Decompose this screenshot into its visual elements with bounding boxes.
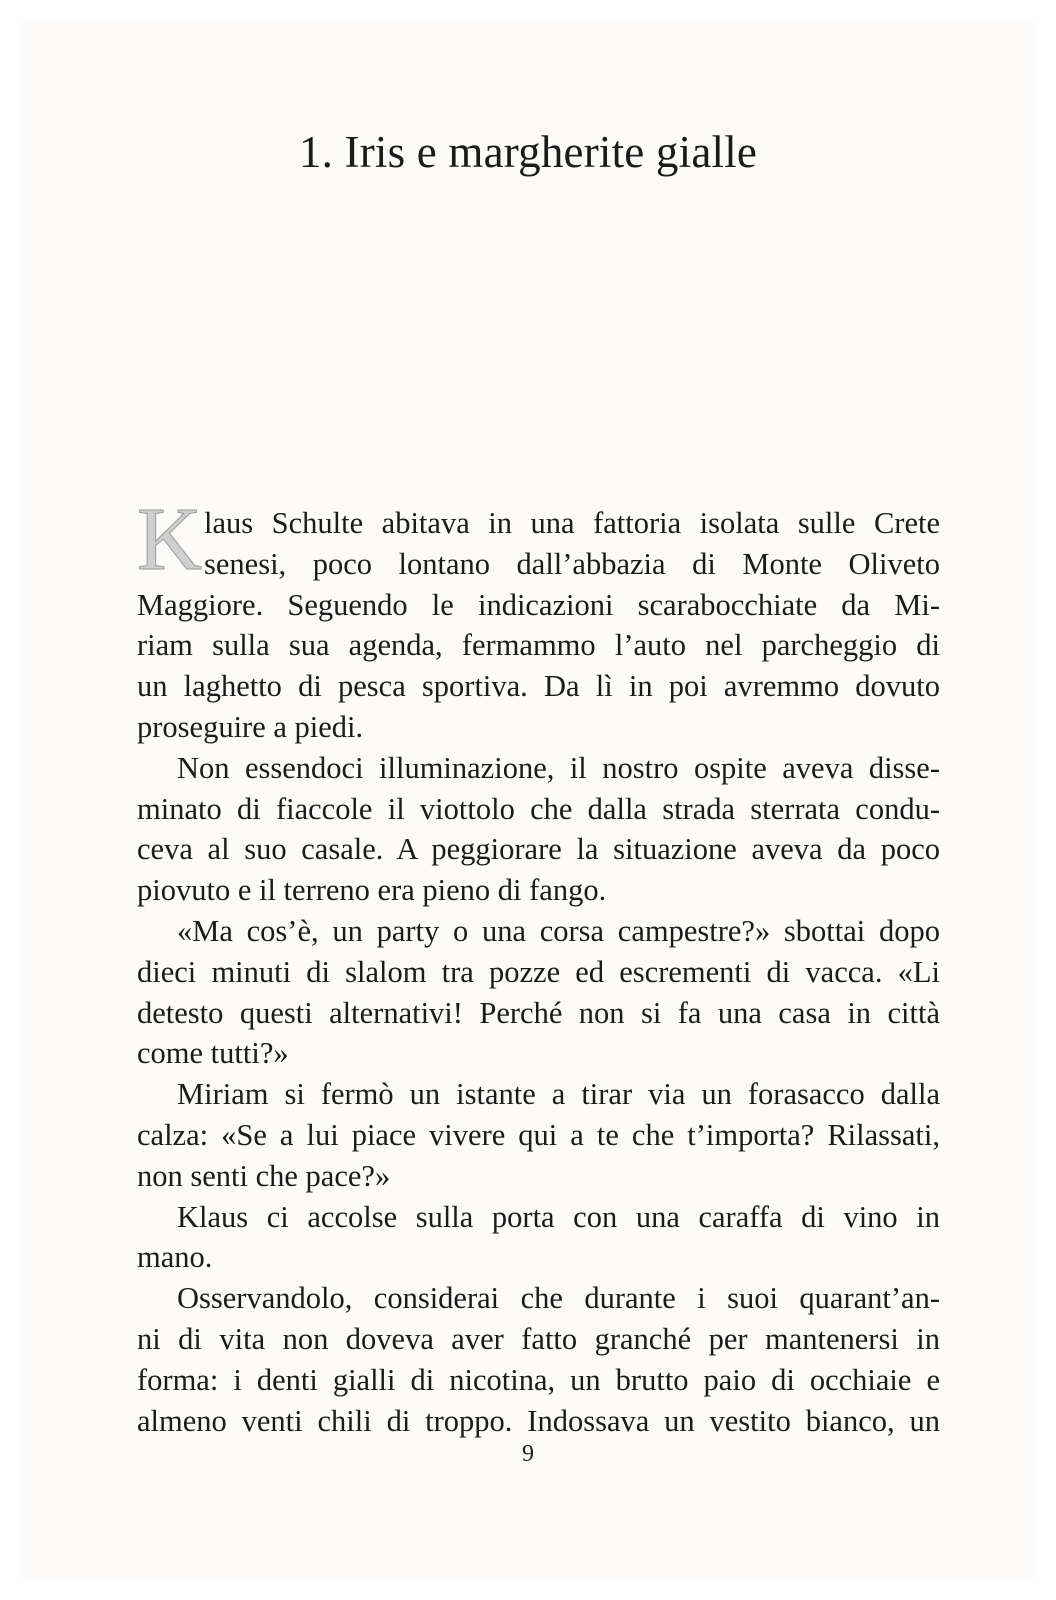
text-line: un laghetto di pesca sportiva. Da lì in poi avremmo dovuto — [137, 669, 940, 704]
text-line: Osservandolo, considerai che durante i suoi quarant’an- — [177, 1281, 940, 1316]
text-line: senesi, poco lontano dall’abbazia di Monte Oliveto — [204, 546, 940, 581]
text-line: piovuto e il terreno era pieno di fango. — [137, 873, 607, 908]
text-line: forma: i denti gialli di nicotina, un brutto paio di occhiaie e — [137, 1362, 940, 1397]
text-line: riam sulla sua agenda, fermammo l’auto nel parcheggio di — [137, 628, 940, 663]
text-line: laus Schulte abitava in una fattoria isolata sulle Crete — [204, 506, 940, 540]
text-line: «Ma cos’è, un party o una corsa campestre?» sbottai dopo — [177, 913, 940, 948]
text-line: dieci minuti di slalom tra pozze ed escrementi di vacca. «Li — [137, 954, 940, 989]
text-line: almeno venti chili di troppo. Indossava un vestito bianco, un — [137, 1403, 940, 1438]
text-line: Miriam si fermò un istante a tirar via un forasacco dalla — [177, 1077, 940, 1112]
text-line: non senti che pace?» — [137, 1158, 391, 1193]
text-line: calza: «Se a lui piace vivere qui a te che t’importa? Rilassati, — [137, 1117, 940, 1152]
text-line: Maggiore. Seguendo le indicazioni scarabocchiate da Mi- — [137, 587, 940, 622]
text-line: ceva al suo casale. A peggiorare la situazione aveva da poco — [137, 832, 940, 867]
text-line: mano. — [137, 1240, 213, 1275]
text-line: proseguire a piedi. — [137, 709, 364, 744]
drop-cap-letter: K — [137, 490, 202, 589]
chapter-body — [137, 490, 940, 1441]
chapter-title: 1. Iris e margherite gialle — [298, 127, 758, 177]
text-line: minato di fiaccole il viottolo che dalla strada sterrata condu- — [137, 791, 940, 826]
page-number: 9 — [522, 1441, 534, 1467]
text-line: come tutti?» — [137, 1036, 289, 1071]
text-line: Non essendoci illuminazione, il nostro ospite aveva disse- — [177, 750, 940, 785]
text-line: detesto questi alternativi! Perché non si fa una casa in città — [137, 995, 940, 1030]
text-line: Klaus ci accolse sulla porta con una caraffa di vino in — [177, 1199, 940, 1234]
text-line: ni di vita non doveva aver fatto granché per mantenersi in — [137, 1321, 940, 1356]
